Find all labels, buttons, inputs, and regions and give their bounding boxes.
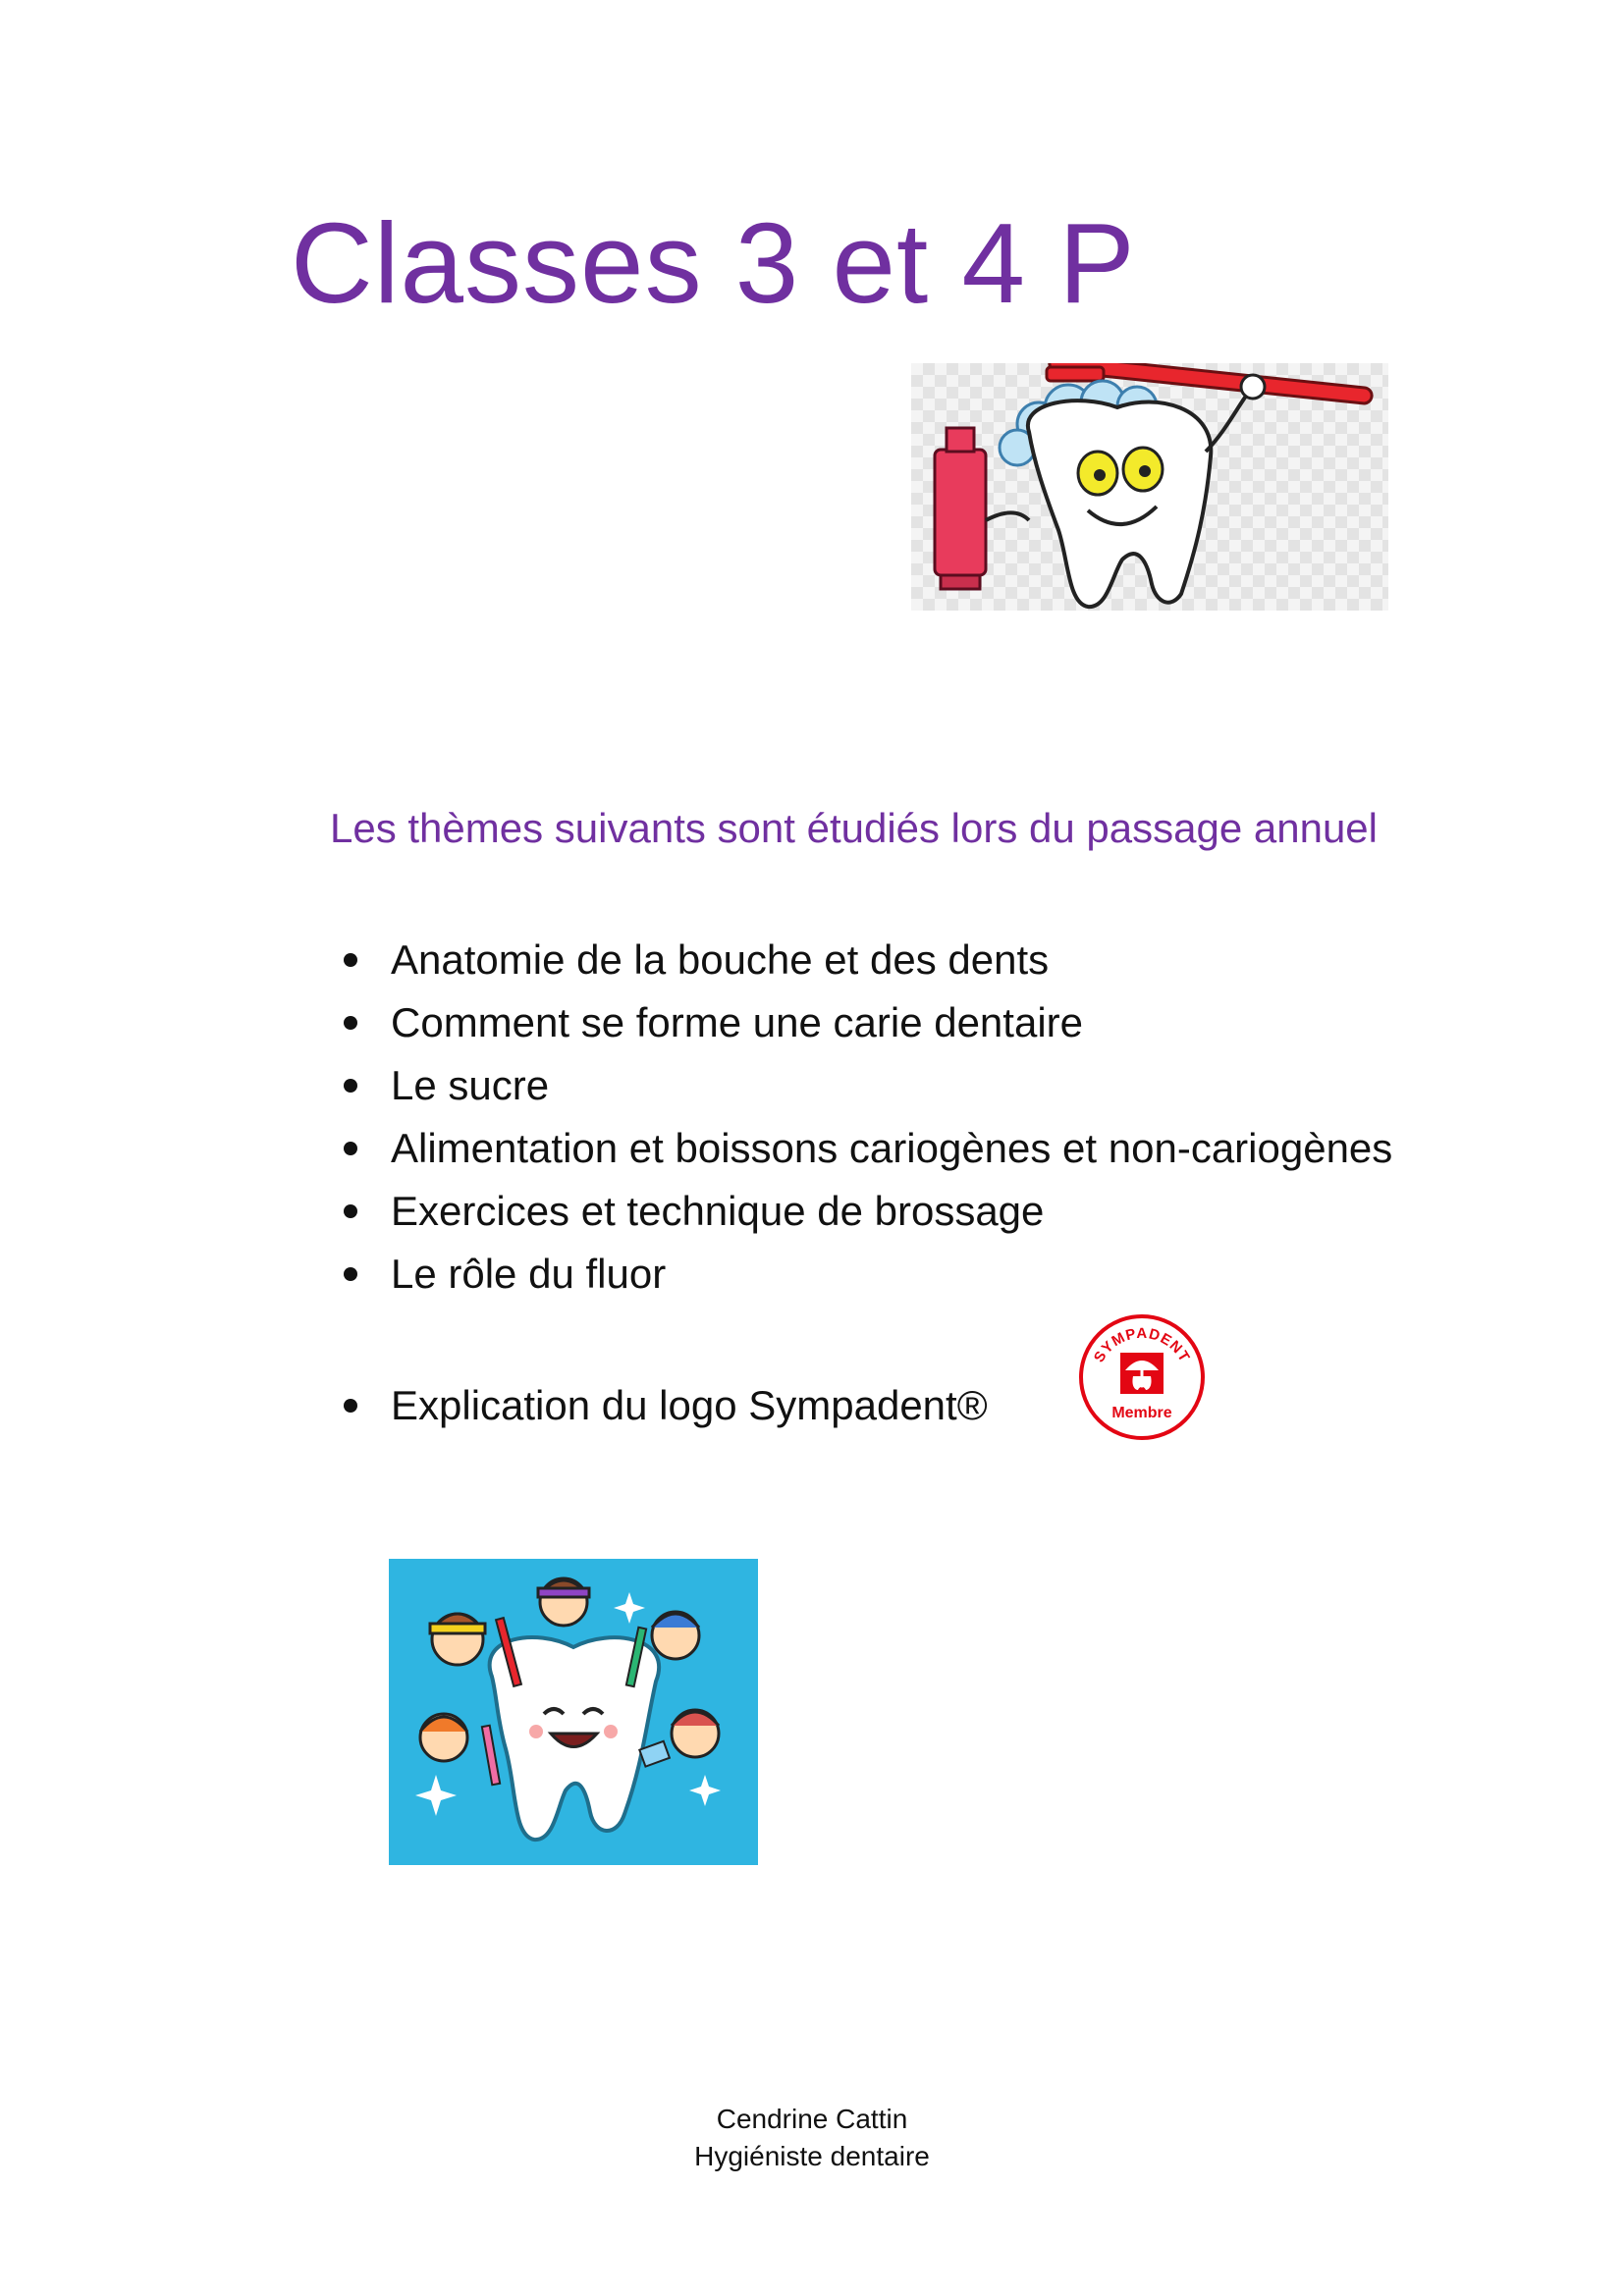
topic-item: [334, 929, 1392, 991]
bullet-icon: [344, 1399, 357, 1413]
bullet-icon: [344, 1079, 357, 1093]
logo-member-text: Membre: [1111, 1405, 1172, 1421]
topic-item: [334, 991, 1392, 1054]
topic-label: Anatomie de la bouche et des dents: [391, 936, 1050, 983]
topic-list: [334, 929, 1392, 1437]
topic-label: Le rôle du fluor: [391, 1251, 667, 1297]
intro-text: Les thèmes suivants sont étudiés lors du passage annuel: [330, 805, 1379, 851]
logo-arc-text: SYMPADENT: [1090, 1324, 1194, 1366]
bullet-icon: [344, 1016, 357, 1030]
bullet-icon: [344, 1267, 357, 1281]
author-name: Cendrine Cattin: [716, 2104, 908, 2134]
bullet-icon: [344, 1204, 357, 1218]
topic-item: [334, 1117, 1392, 1180]
author-role: Hygiéniste dentaire: [694, 2141, 930, 2171]
topic-item: [334, 1374, 1392, 1437]
sympadent-logo: [1076, 1311, 1208, 1443]
topic-item: [334, 1243, 1392, 1306]
topic-item: [334, 1054, 1392, 1117]
cartoon-tooth-brushing-icon: [911, 363, 1388, 611]
topic-label: Alimentation et boissons cariogènes et non-cariogènes: [391, 1125, 1393, 1171]
page-title: Classes 3 et 4 P: [291, 199, 1136, 327]
topic-label: Comment se forme une carie dentaire: [391, 999, 1083, 1045]
author-block: [0, 2101, 1624, 2175]
cartoon-tooth-brushing-image: [911, 363, 1388, 611]
topic-label: Le sucre: [391, 1062, 550, 1108]
topic-label: Exercices et technique de brossage: [391, 1188, 1045, 1234]
kids-around-tooth-image: [389, 1559, 758, 1865]
bullet-icon: [344, 953, 357, 967]
kids-around-tooth-illustration: [389, 1559, 758, 1865]
topic-label: Explication du logo Sympadent®: [391, 1382, 988, 1428]
bullet-icon: [344, 1142, 357, 1155]
topic-item: [334, 1180, 1392, 1243]
